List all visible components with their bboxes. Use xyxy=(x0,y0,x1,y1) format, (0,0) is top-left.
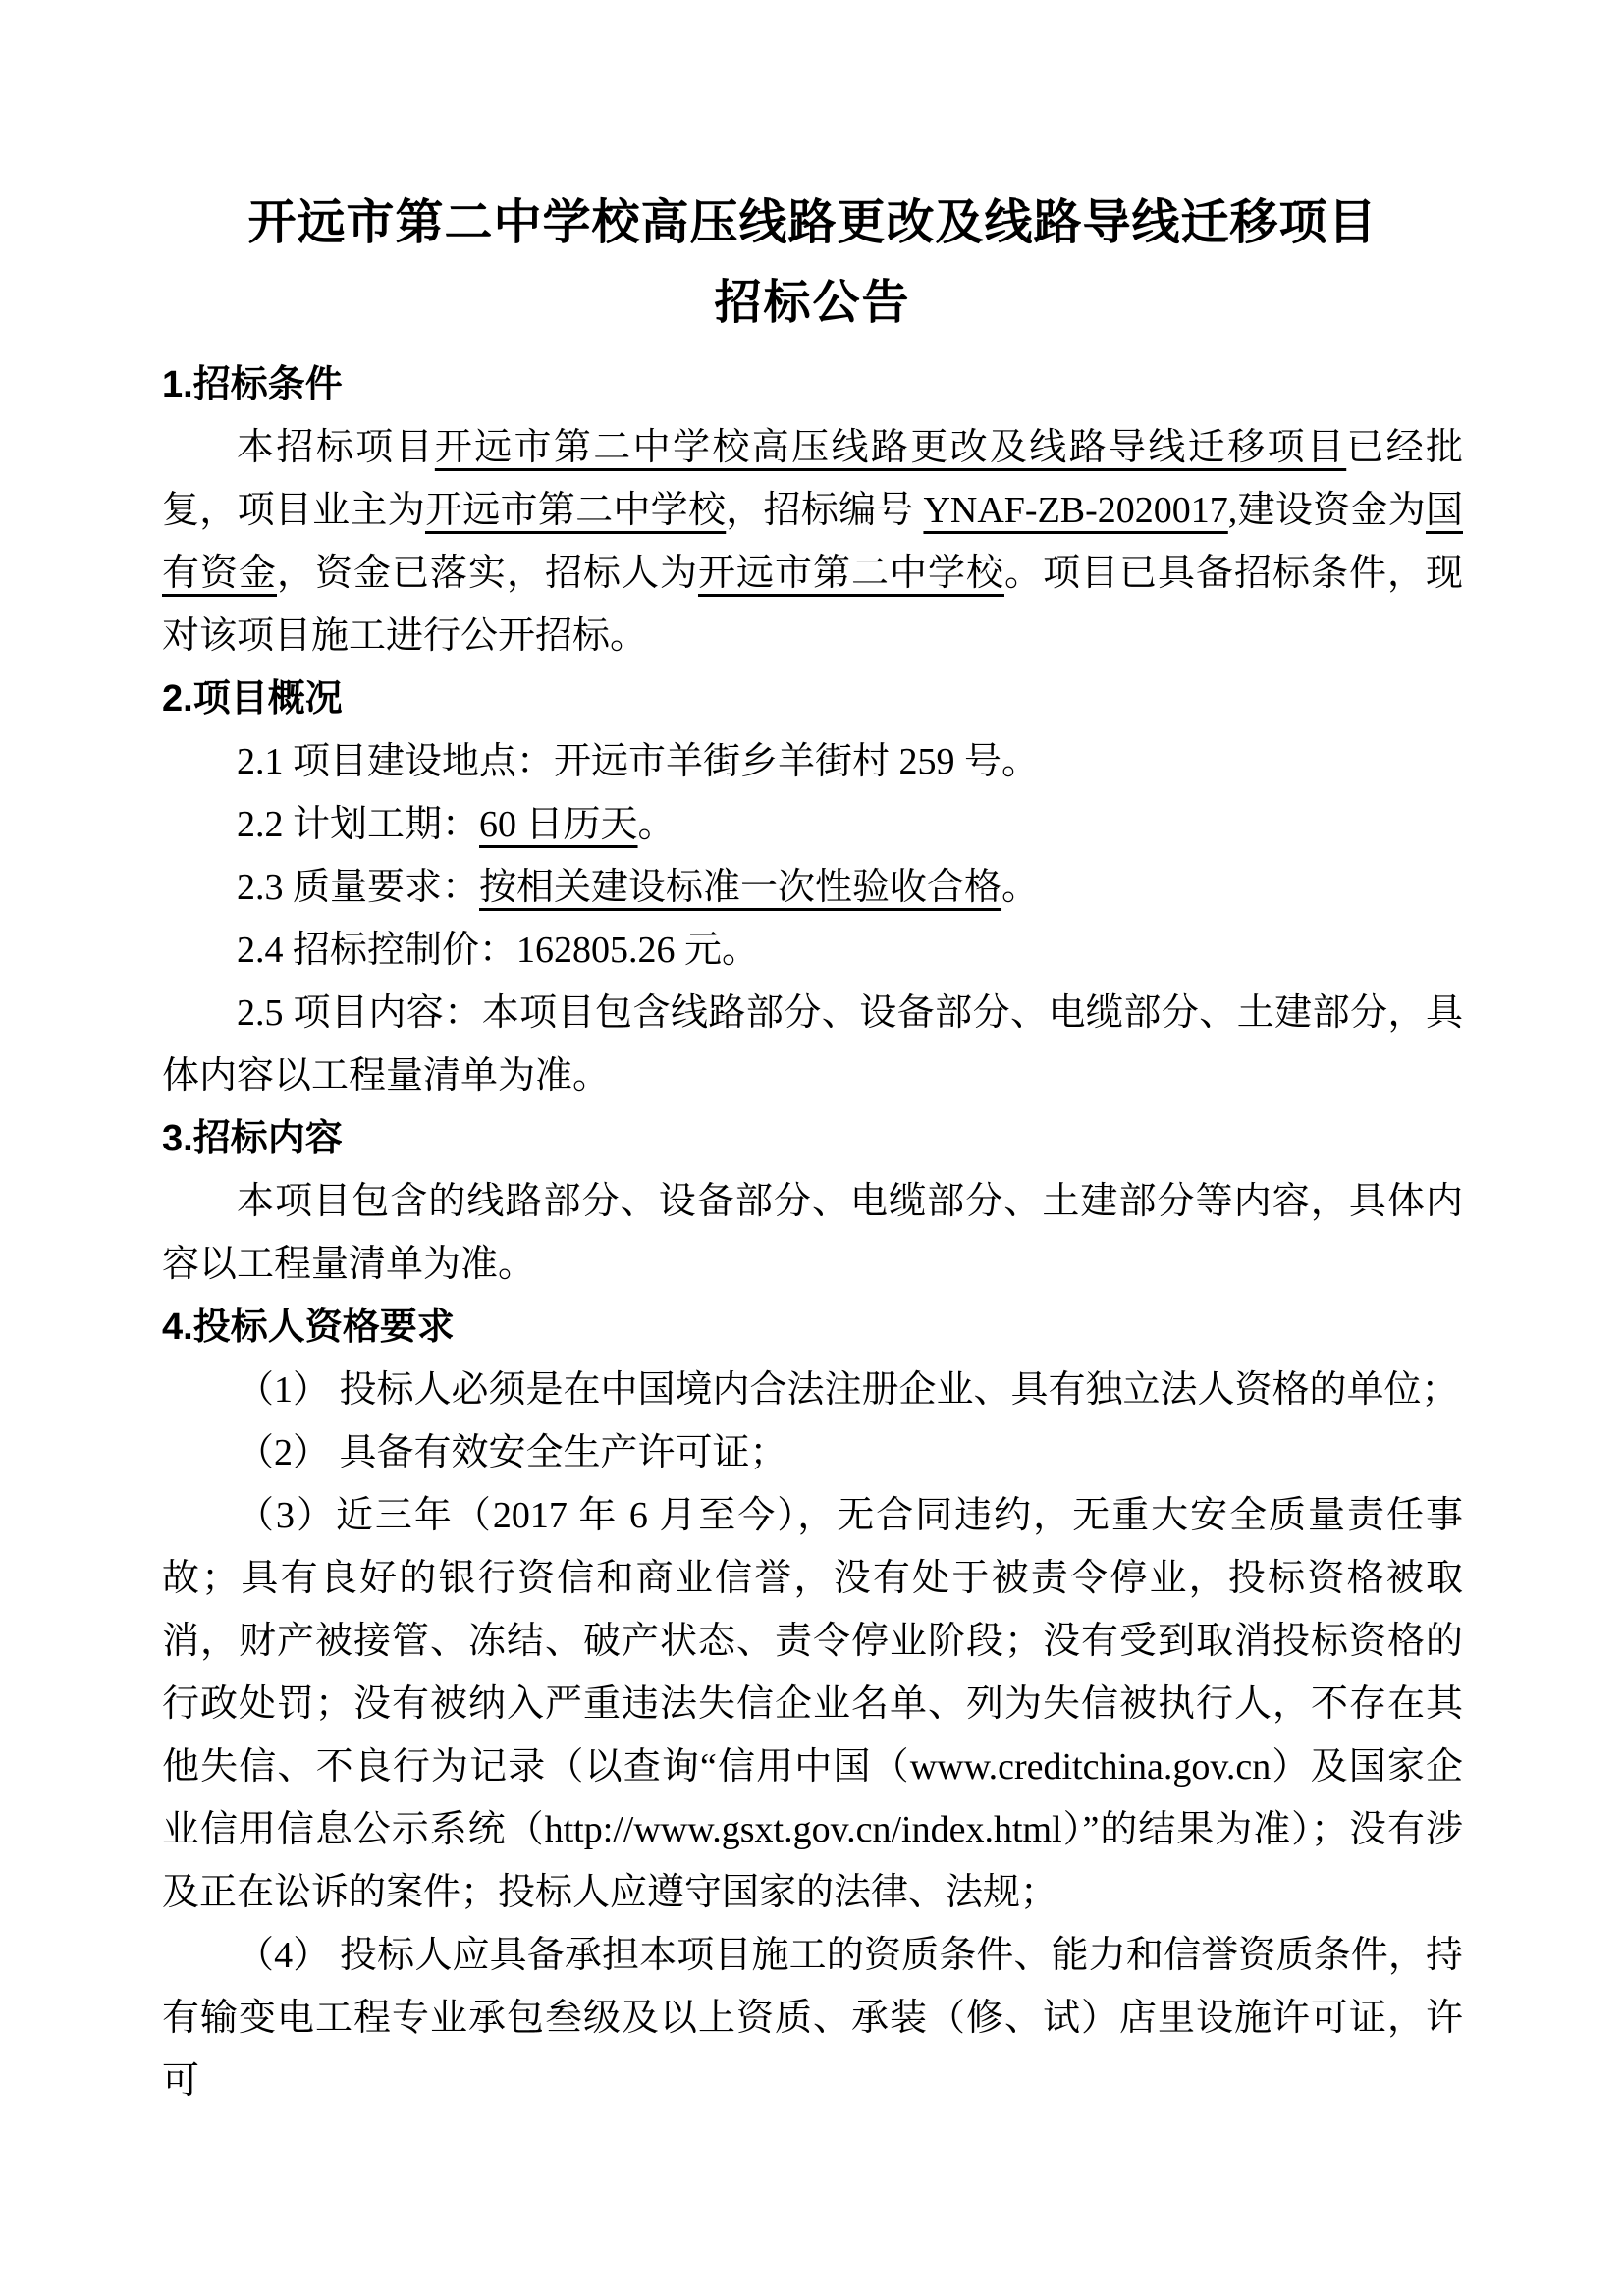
underline-owner-name: 开远市第二中学校 xyxy=(424,490,727,531)
text-run: 2.2 计划工期： xyxy=(237,804,480,845)
text-run: 已经批复，项目业主为 xyxy=(162,427,1463,531)
qualification-item-1: （1） 投标人必须是在中国境内合法注册企业、具有独立法人资格的单位； xyxy=(237,1369,1459,1411)
item-2-4-control-price: 2.4 招标控制价：162805.26 元。 xyxy=(237,930,760,971)
underline-tenderer-name: 开远市第二中学校 xyxy=(697,553,1004,594)
document-body xyxy=(162,353,1463,2112)
underline-bid-number: YNAF-ZB-2020017 xyxy=(923,490,1228,531)
section-2-heading: 2.项目概况 xyxy=(162,678,343,720)
qualification-item-3: （3）近三年（2017 年 6 月至今），无合同违约，无重大安全质量责任事故；具有良好的银行资信和商业信誉，没有处于被责令停业，投标资格被取消，财产被接管、冻结、破产状态、责令停业阶段；没有受到取消投标资格的行政处罚；没有被纳入严重违法失信企业名单、列为失信被执行人，不存在其他失信、不良行为记录（以查询“信用中国（www.creditchina.gov.cn）及国家企业信用信息公示系统（http://www.gsxt.gov.cn/index.html）”的结果为准）；没有涉及正在讼诉的案件；投标人应遵守国家的法律、法规； xyxy=(162,1495,1463,1913)
qualification-item-4: （4） 投标人应具备承担本项目施工的资质条件、能力和信誉资质条件，持有输变电工程专业承包叁级及以上资质、承装（修、试）店里设施许可证，许可 xyxy=(162,1935,1463,2102)
text-run: ，招标编号 xyxy=(726,490,924,531)
section-1-heading: 1.招标条件 xyxy=(162,364,343,405)
section-3-heading: 3.招标内容 xyxy=(162,1118,343,1159)
item-2-5-project-content: 2.5 项目内容：本项目包含线路部分、设备部分、电缆部分、土建部分，具体内容以工程量清单为准。 xyxy=(162,992,1463,1096)
item-2-2-duration xyxy=(162,793,1463,856)
item-2-3-quality xyxy=(162,856,1463,919)
document-subtitle: 招标公告 xyxy=(714,277,911,329)
underline-funding-source: 国有资金 xyxy=(162,490,1463,594)
text-run: 本招标项目 xyxy=(237,427,435,468)
qualification-item-2: （2） 具备有效安全生产许可证； xyxy=(237,1432,787,1473)
text-run: 。项目已具备招标条件，现对该项目施工进行公开招标。 xyxy=(162,553,1463,657)
document-title: 开远市第二中学校高压线路更改及线路导线迁移项目 xyxy=(247,195,1378,249)
section-4-heading: 4.投标人资格要求 xyxy=(162,1307,455,1348)
title-block xyxy=(162,183,1463,344)
underline-quality-requirement: 按相关建设标准一次性验收合格 xyxy=(479,867,1002,908)
text-run: 。 xyxy=(1001,867,1040,908)
underline-project-name: 开远市第二中学校高压线路更改及线路导线迁移项目 xyxy=(434,427,1347,468)
underline-duration-value: 60 日历天 xyxy=(479,804,638,845)
item-2-1-location: 2.1 项目建设地点：开远市羊街乡羊街村 259 号。 xyxy=(237,741,1040,782)
text-run: 。 xyxy=(637,804,676,845)
text-run: ,建设资金为 xyxy=(1227,490,1426,531)
section-3-paragraph: 本项目包含的线路部分、设备部分、电缆部分、土建部分等内容，具体内容以工程量清单为准。 xyxy=(162,1181,1463,1285)
text-run: 2.3 质量要求： xyxy=(237,867,480,908)
text-run: ，资金已落实，招标人为 xyxy=(277,553,698,594)
section-1-paragraph xyxy=(162,416,1463,667)
